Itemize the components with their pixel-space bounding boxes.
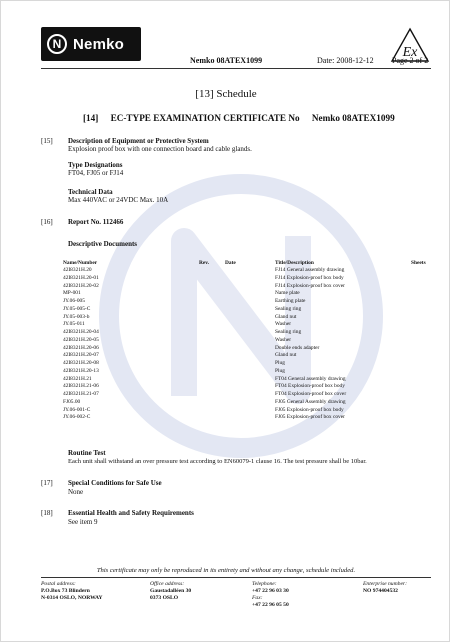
doc-title: FT04 Explosion-proof box body bbox=[275, 383, 345, 390]
table-row bbox=[1, 383, 450, 390]
section17-text: None bbox=[68, 488, 84, 496]
section15-title: Description of Equipment or Protective System bbox=[68, 137, 209, 145]
nemko-wordmark: Nemko bbox=[73, 35, 125, 53]
table-row bbox=[1, 267, 450, 274]
doc-number: 42I8321H.20-07 bbox=[63, 352, 99, 359]
table-row bbox=[1, 283, 450, 290]
doc-number: 42I8321H.20 bbox=[63, 267, 92, 273]
doc-title: Name plate bbox=[275, 290, 300, 297]
table-row bbox=[1, 314, 450, 321]
telephone-value: +47 22 96 03 30 bbox=[252, 588, 289, 594]
col-date: Date bbox=[225, 260, 236, 266]
doc-number: JY.05-005-C bbox=[63, 305, 91, 312]
enterprise-value: NO 974404532 bbox=[363, 588, 398, 594]
doc-title: FT04 Explosion-proof box cover bbox=[275, 391, 347, 397]
ex-mark-text: Ex bbox=[402, 45, 418, 60]
doc-number: 42I8321H.20-06 bbox=[63, 344, 99, 351]
col-rev: Rev. bbox=[199, 260, 210, 266]
postal-label: Postal address: bbox=[41, 581, 76, 587]
doc-number: 42I8321H.21 bbox=[63, 375, 92, 382]
technical-data-text: Max 440VAC or 24VDC Max. 10A bbox=[68, 196, 169, 204]
doc-title: Plug bbox=[275, 360, 285, 366]
technical-data-title: Technical Data bbox=[68, 188, 113, 196]
descriptive-documents-title: Descriptive Documents bbox=[68, 240, 138, 248]
office-label: Office address: bbox=[150, 581, 185, 587]
table-row bbox=[1, 290, 450, 297]
doc-title: Sealing ring bbox=[275, 329, 302, 335]
doc-title: Plug bbox=[275, 367, 285, 374]
section18-num: [18] bbox=[41, 509, 53, 517]
doc-title: Double ends adapter bbox=[275, 344, 320, 351]
table-row bbox=[1, 337, 450, 344]
doc-title: FJ05 General Assembly drawing bbox=[275, 398, 346, 405]
doc-title: FT04 General assembly drawing bbox=[275, 375, 346, 382]
table-row bbox=[1, 306, 450, 313]
header-date: Date: 2008-12-12 bbox=[317, 56, 374, 65]
doc-number: 42I8321H.20-08 bbox=[63, 360, 99, 366]
doc-number: FJ05.00 bbox=[63, 398, 81, 405]
doc-number: 42I8321H.21-06 bbox=[63, 383, 99, 390]
doc-title: FJ14 Explosion-proof box body bbox=[275, 274, 344, 281]
postal-line1: P.O.Box 73 Blindern bbox=[41, 588, 90, 594]
doc-title: FJ05 Explosion-proof box cover bbox=[275, 414, 345, 421]
documents-header-row bbox=[1, 260, 450, 267]
table-row bbox=[1, 376, 450, 383]
table-row bbox=[1, 407, 450, 414]
postal-line2: N-0314 OSLO, NORWAY bbox=[41, 595, 103, 601]
doc-title: FJ14 Explosion-proof box cover bbox=[275, 282, 345, 289]
doc-title: FJ05 Explosion-proof box body bbox=[275, 406, 344, 413]
type-designations-text: FT04, FJ05 or FJ14 bbox=[68, 169, 124, 177]
table-row bbox=[1, 368, 450, 375]
telephone-label: Telephone: bbox=[252, 581, 277, 587]
doc-title: Earthing plate bbox=[275, 298, 306, 304]
table-row bbox=[1, 329, 450, 336]
section18-text: See item 9 bbox=[68, 518, 98, 526]
doc-number: 42I8321H.20-01 bbox=[63, 274, 99, 281]
footer-office bbox=[150, 581, 191, 602]
doc-number: 42I8321H.20-02 bbox=[63, 282, 99, 289]
doc-number: 42I8321H.20-04 bbox=[63, 329, 99, 335]
doc-number: JY.06-005 bbox=[63, 298, 85, 304]
table-row bbox=[1, 360, 450, 367]
table-row bbox=[1, 298, 450, 305]
section17-num: [17] bbox=[41, 479, 53, 487]
footer-phone bbox=[252, 581, 289, 609]
office-line2: 0373 OSLO bbox=[150, 595, 179, 601]
routine-test-title: Routine Test bbox=[68, 449, 106, 457]
doc-number: 42I8321H.21-07 bbox=[63, 391, 99, 397]
doc-number: JY.06-001-C bbox=[63, 406, 91, 413]
section15-num: [15] bbox=[41, 137, 53, 145]
enterprise-label: Enterprise number: bbox=[363, 581, 407, 587]
doc-number: 42I8321H.20-05 bbox=[63, 336, 99, 343]
doc-title: Sealing ring bbox=[275, 305, 302, 312]
cert-heading-cert: Nemko 08ATEX1099 bbox=[311, 113, 395, 123]
header-page: Page 2 of 2 bbox=[392, 56, 429, 65]
routine-test-text: Each unit shall withstand an over pressure test according to EN60079-1 clause 16. The test pressure shall be 10bar. bbox=[68, 458, 367, 465]
type-designations-title: Type Designations bbox=[68, 161, 123, 169]
doc-number: 42I8321H.20-13 bbox=[63, 367, 99, 374]
table-row bbox=[1, 345, 450, 352]
doc-number: JY.06-002-C bbox=[63, 414, 91, 421]
footer-postal bbox=[41, 581, 103, 602]
office-line1: Gaustadalléen 30 bbox=[150, 588, 192, 594]
footer-enterprise bbox=[363, 581, 407, 595]
table-row bbox=[1, 352, 450, 359]
table-row bbox=[1, 399, 450, 406]
doc-title: FJ14 General assembly drawing bbox=[275, 267, 345, 273]
col-name: Name/Number bbox=[63, 260, 98, 266]
doc-number: MP-001 bbox=[63, 290, 81, 297]
fax-value: +47 22 96 05 50 bbox=[252, 602, 289, 608]
table-row bbox=[1, 391, 450, 398]
header-divider bbox=[41, 68, 431, 69]
footer-divider bbox=[41, 577, 431, 578]
table-row bbox=[1, 321, 450, 328]
cert-heading-num: [14] bbox=[83, 113, 99, 123]
doc-title: Washer bbox=[275, 321, 292, 328]
section17-title: Special Conditions for Safe Use bbox=[68, 479, 162, 487]
table-row bbox=[1, 414, 450, 421]
header-cert-no: Nemko 08ATEX1099 bbox=[190, 56, 263, 65]
col-sheets: Sheets bbox=[411, 260, 426, 266]
doc-title: Gland nut bbox=[275, 352, 297, 359]
doc-number: JY.05-011 bbox=[63, 321, 85, 328]
doc-number: JY.05-003-b bbox=[63, 313, 90, 320]
footer-note: This certificate may only be reproduced in its entirety and without any change, schedule included. bbox=[96, 567, 356, 574]
table-row bbox=[1, 275, 450, 282]
section15-text: Explosion proof box with one connection board and cable glands. bbox=[68, 145, 252, 153]
doc-title: Washer bbox=[275, 336, 292, 343]
doc-title: Gland nut bbox=[275, 313, 297, 320]
report-no: Report No. 112466 bbox=[68, 218, 124, 226]
section16-num: [16] bbox=[41, 218, 53, 226]
nemko-n-icon: N bbox=[47, 34, 67, 54]
section18-title: Essential Health and Safety Requirements bbox=[68, 509, 194, 517]
col-title: Title/Description bbox=[275, 260, 314, 266]
schedule-title: [13] Schedule bbox=[195, 88, 257, 100]
cert-heading-title: EC-TYPE EXAMINATION CERTIFICATE No bbox=[110, 113, 300, 123]
cert-heading bbox=[83, 113, 405, 123]
fax-label: Fax: bbox=[252, 595, 263, 601]
nemko-logo bbox=[41, 27, 141, 61]
